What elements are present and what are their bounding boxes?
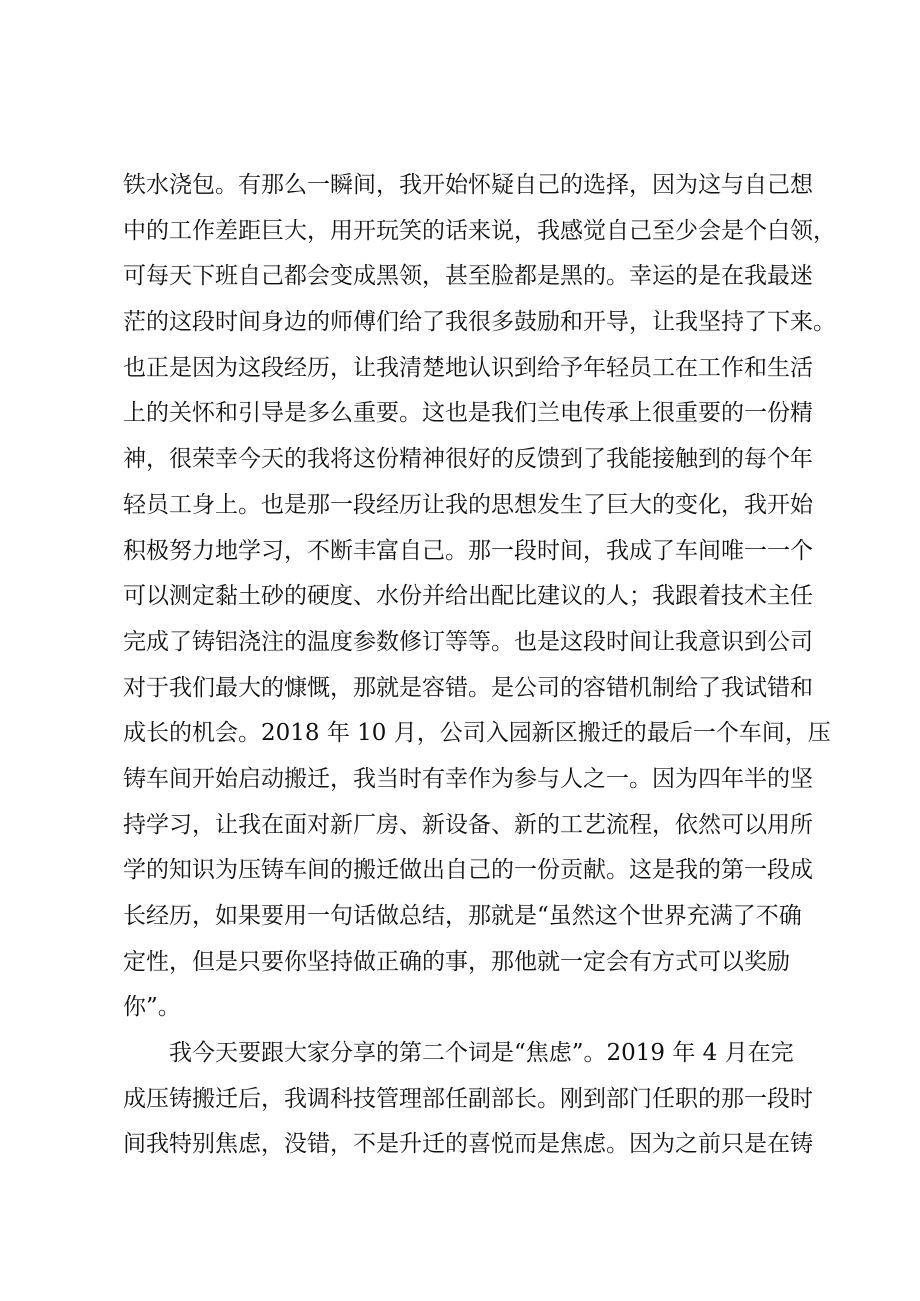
text-line: 成长的机会。2018 年 10 月，公司入园新区搬迁的最后一个车间，压 [123,720,831,747]
text-line: 学的知识为压铸车间的搬迁做出自己的一份贡献。这是我的第一段成 [123,857,813,884]
text-line: 长经历，如果要用一句话做总结，那就是“虽然这个世界充满了不确 [123,903,802,929]
text-line: 铁水浇包。有那么一瞬间，我开始怀疑自己的选择，因为这与自己想 [123,172,813,198]
text-line: 我今天要跟大家分享的第二个词是“焦虑”。2019 年 4 月在完 [169,1040,794,1067]
text-line: 也正是因为这段经历，让我清楚地认识到给予年轻员工在工作和生活 [123,354,813,381]
text-line: 成压铸搬迁后，我调科技管理部任副部长。刚到部门任职的那一段时 [123,1085,813,1112]
text-line: 持学习，让我在面对新厂房、新设备、新的工艺流程，依然可以用所 [123,811,813,838]
text-line: 间我特别焦虑，没错，不是升迁的喜悦而是焦虑。因为之前只是在铸 [123,1131,813,1158]
text-line: 定性，但是只要你坚持做正确的事，那他就一定会有方式可以奖励 [123,948,790,975]
text-line: 对于我们最大的慷慨，那就是容错。是公司的容错机制给了我试错和 [123,674,813,701]
text-line: 茫的这段时间身边的师傅们给了我很多鼓励和开导，让我坚持了下来。 [123,309,836,336]
text-line: 积极努力地学习，不断丰富自己。那一段时间，我成了车间唯一一个 [123,537,813,564]
text-line: 可以测定黏土砂的硬度、水份并给出配比建议的人；我跟着技术主任 [123,583,813,610]
text-line: 轻员工身上。也是那一段经历让我的思想发生了巨大的变化，我开始 [123,491,813,518]
document-body [123,163,836,1168]
text-line: 上的关怀和引导是多么重要。这也是我们兰电传承上很重要的一份精 [123,400,813,427]
text-line: 完成了铸铝浇注的温度参数修订等等。也是这段时间让我意识到公司 [123,628,813,655]
paragraph-2 [123,1031,823,1168]
text-line: 中的工作差距巨大，用开玩笑的话来说，我感觉自己至少会是个白领， [123,217,836,244]
paragraph-1 [123,163,836,1031]
text-line: 神，很荣幸今天的我将这份精神很好的反馈到了我能接触到的每个年 [123,446,813,473]
text-line: 可每天下班自己都会变成黑领，甚至脸都是黑的。幸运的是在我最迷 [123,263,813,290]
text-line: 你”。 [123,994,181,1021]
text-line: 铸车间开始启动搬迁，我当时有幸作为参与人之一。因为四年半的坚 [123,765,813,792]
